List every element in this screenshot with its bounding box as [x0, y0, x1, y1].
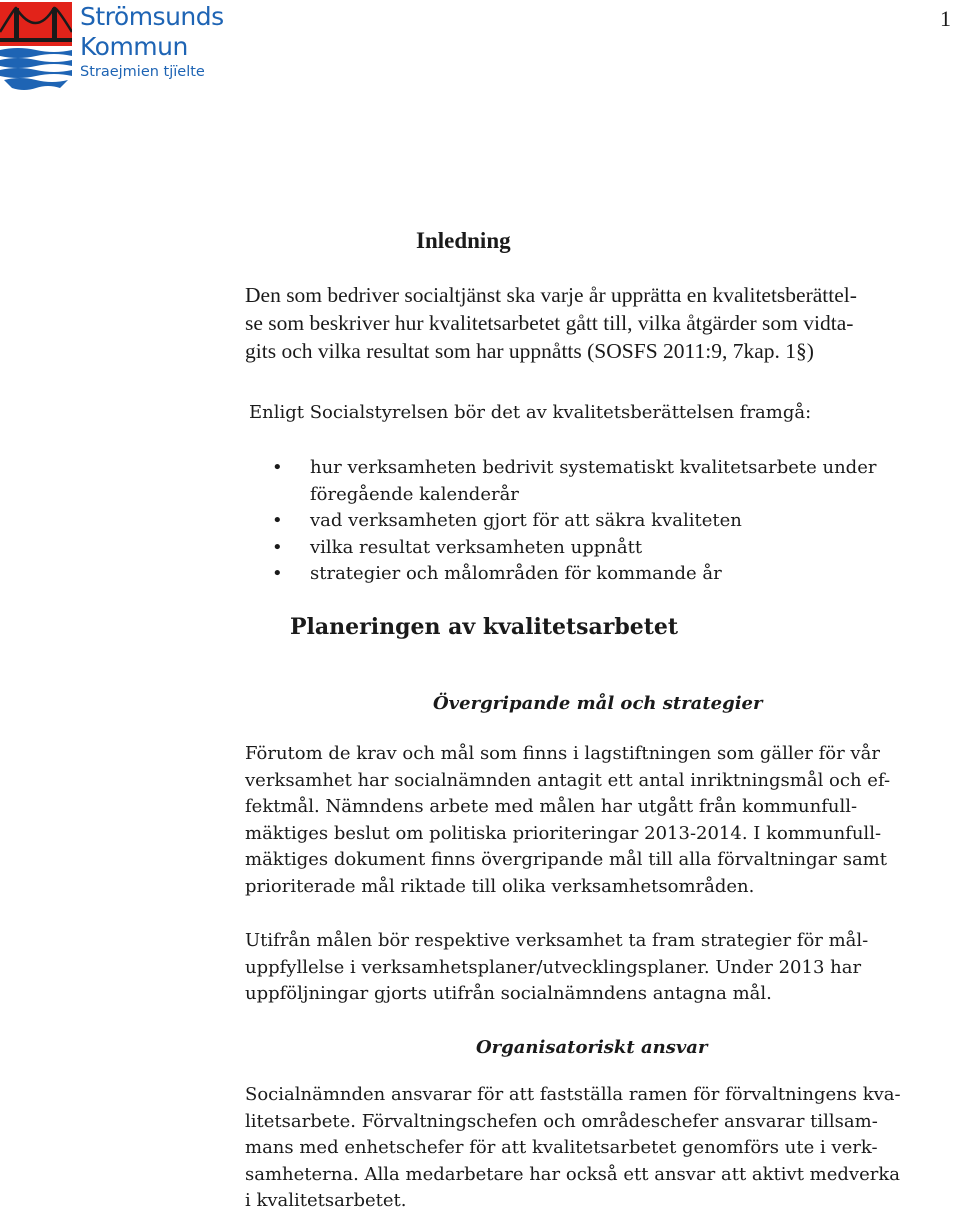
logo-tagline: Straejmien tjïelte	[80, 64, 205, 80]
paragraph-line: se som beskriver hur kvalitetsarbetet gått till, vilka åtgärder som vidta-	[245, 311, 854, 335]
paragraph-line: uppfyllelse i verksamhetsplaner/utvecklingsplaner. Under 2013 har	[245, 956, 862, 978]
bullet-icon: •	[272, 457, 283, 478]
municipality-logo	[0, 0, 224, 96]
bullet-icon: •	[272, 563, 283, 584]
paragraph-line: fektmål. Nämndens arbete med målen har utgått från kommunfull-	[245, 796, 858, 817]
intro-sentence: Enligt Socialstyrelsen bör det av kvalitetsberättelsen framgå:	[249, 402, 812, 423]
list-item	[272, 508, 876, 535]
paragraph-line: prioriterade mål riktade till olika verksamhetsområden.	[245, 875, 755, 897]
paragraph-line: mäktiges dokument finns övergripande mål till alla förvaltningar samt	[245, 849, 887, 870]
list-item-line: vad verksamheten gjort för att säkra kvaliteten	[310, 510, 742, 531]
organisation-paragraph	[245, 1084, 901, 1217]
paragraph-line: litetsarbete. Förvaltningschefen och områdeschefer ansvarar tillsam-	[245, 1110, 878, 1132]
planering-heading: Planeringen av kvalitetsarbetet	[290, 614, 679, 640]
list-item	[272, 535, 876, 562]
organisation-heading: Organisatoriskt ansvar	[476, 1037, 708, 1058]
paragraph-line: i kvalitetsarbetet.	[245, 1190, 407, 1211]
bullet-list	[272, 455, 876, 588]
overgripande-heading: Övergripande mål och strategier	[433, 693, 763, 714]
paragraph-line: mäktiges beslut om politiska prioriteringar 2013-2014. I kommunfull-	[245, 822, 882, 844]
inledning-paragraph	[245, 281, 857, 365]
overgripande-paragraph-1	[245, 743, 890, 902]
logo-name-line2: Kommun	[80, 32, 188, 61]
list-item-line: strategier och målområden för kommande år	[310, 563, 722, 584]
paragraph-line: Socialnämnden ansvarar för att fastställa ramen för förvaltningens kva-	[245, 1084, 901, 1105]
bullet-icon: •	[272, 536, 283, 558]
list-item	[272, 455, 876, 508]
inledning-heading: Inledning	[416, 228, 511, 253]
overgripande-paragraph-2	[245, 930, 868, 1010]
paragraph-line: mans med enhetschefer för att kvalitetsarbetet genomförs ute i verk-	[245, 1137, 878, 1158]
list-item-line: vilka resultat verksamheten uppnått	[310, 536, 643, 558]
page-number: 1	[940, 6, 951, 31]
paragraph-line: Förutom de krav och mål som finns i lagstiftningen som gäller för vår	[245, 743, 880, 764]
paragraph-line: samheterna. Alla medarbetare har också ett ansvar att aktivt medverka	[245, 1163, 900, 1185]
paragraph-line: uppföljningar gjorts utifrån socialnämndens antagna mål.	[245, 983, 772, 1004]
paragraph-line: gits och vilka resultat som har uppnåtts (SOSFS 2011:9, 7kap. 1§)	[245, 339, 814, 363]
bullet-icon: •	[272, 510, 283, 531]
list-item	[272, 561, 876, 588]
list-item-line: hur verksamheten bedrivit systematiskt kvalitetsarbete under	[310, 457, 877, 478]
paragraph-line: verksamhet har socialnämnden antagit ett antal inriktningsmål och ef-	[245, 769, 891, 791]
paragraph-line: Den som bedriver socialtjänst ska varje år upprätta en kvalitetsberättel-	[245, 283, 857, 307]
logo-name-line1: Strömsunds	[80, 2, 224, 31]
bridge-emblem-icon	[0, 2, 72, 92]
paragraph-line: Utifrån målen bör respektive verksamhet ta fram strategier för mål-	[245, 930, 869, 951]
list-item-line: föregående kalenderår	[310, 483, 519, 505]
